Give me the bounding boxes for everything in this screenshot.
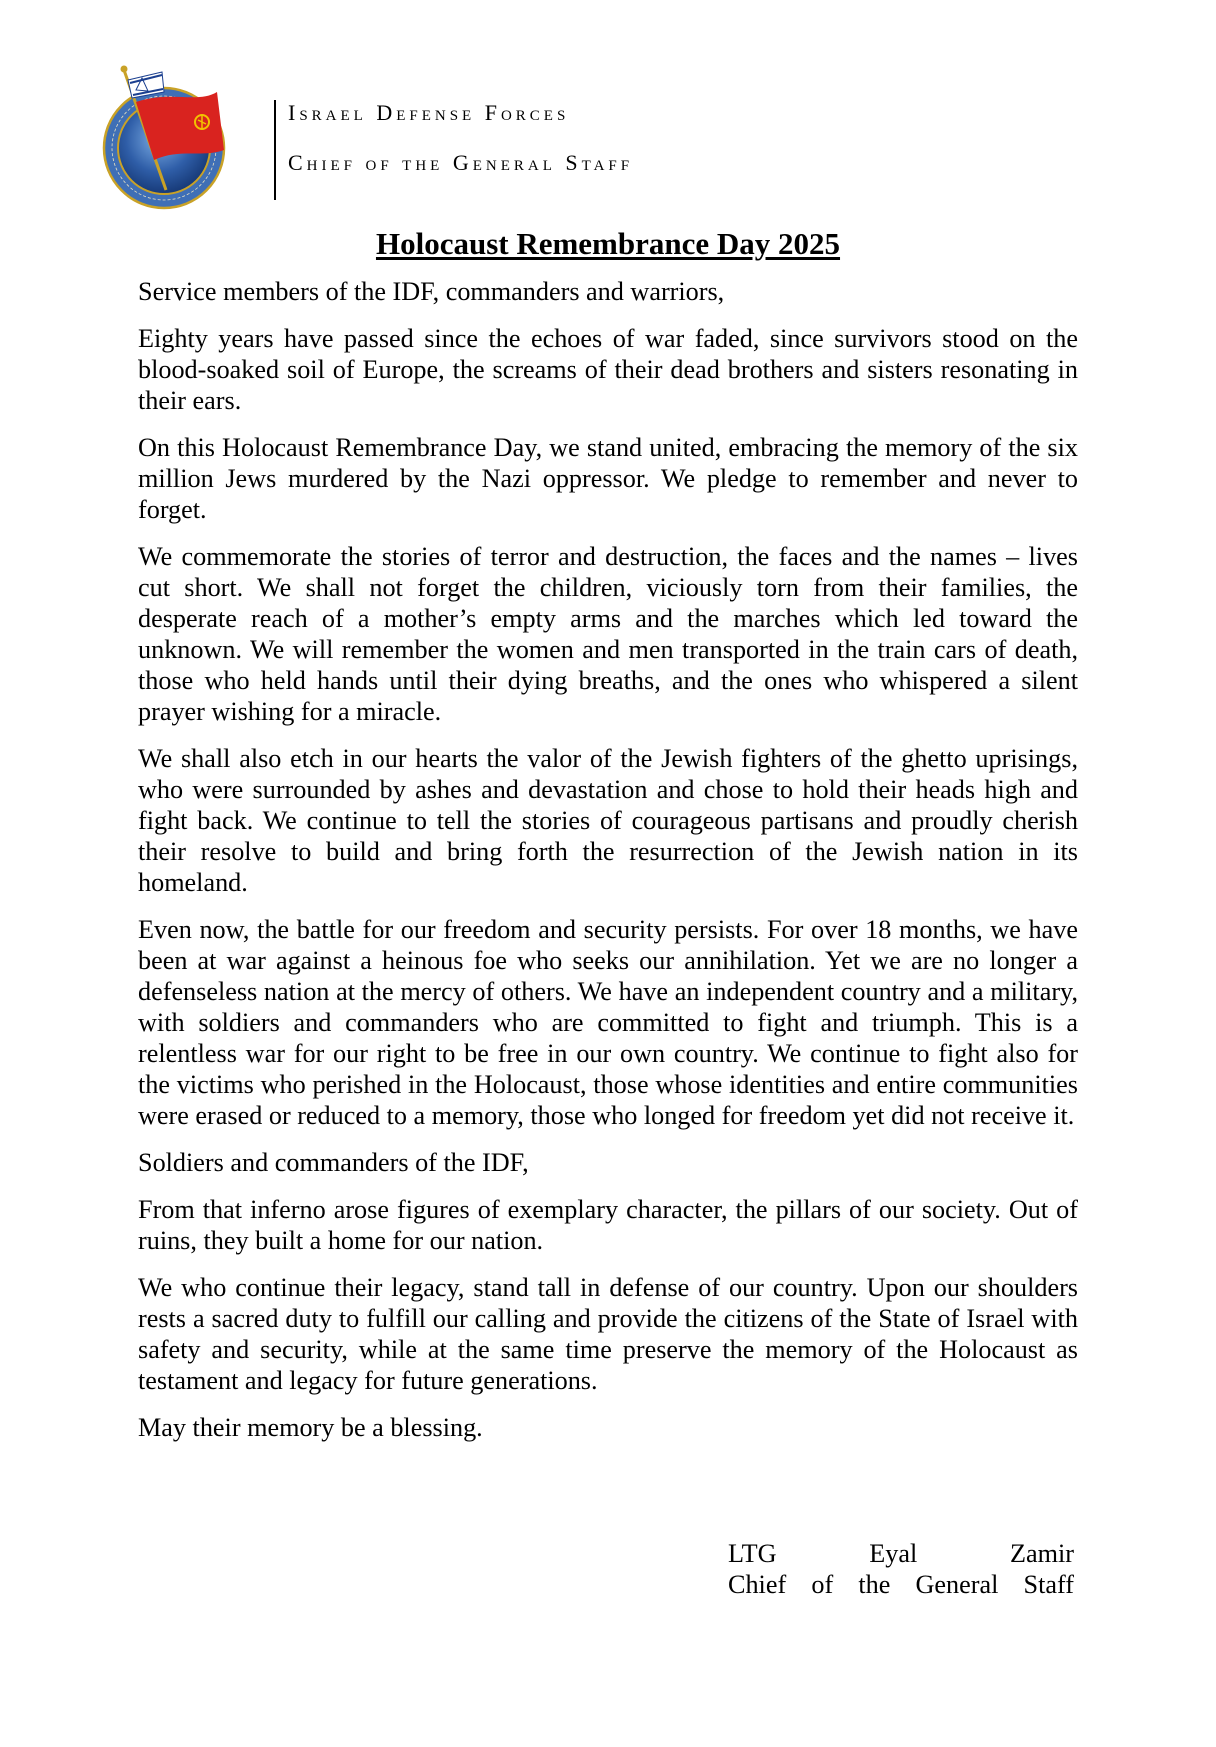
document-title: Holocaust Remembrance Day 2025 xyxy=(375,226,841,261)
signature-title-word: General xyxy=(915,1570,999,1599)
paragraph: Even now, the battle for our freedom and security persists. For over 18 months, we have been at war against a heinous foe who seeks our annihilation. Yet we are no longer a defenseless nation at the mercy of others. We have an independent country and a military, with soldiers and commanders who are committed to fight and triumph. This is a relentless war for our right to be free in our own country. We continue to fight also for the victims who perished in the Holocaust, those whose identities and entire communities were erased or reduced to a memory, those who longed for freedom yet did not receive it. xyxy=(138,915,1078,1130)
idf-emblem-icon xyxy=(102,62,260,222)
signature-block xyxy=(728,1538,1074,1600)
address-line: Soldiers and commanders of the IDF, xyxy=(138,1148,529,1177)
salutation: Service members of the IDF, commanders and warriors, xyxy=(138,277,725,306)
letterhead-divider xyxy=(274,100,276,200)
signature-title-word: of xyxy=(811,1570,834,1599)
letterhead xyxy=(102,62,822,222)
paragraph: We who continue their legacy, stand tall in defense of our country. Upon our shoulders rests a sacred duty to fulfill our calling and provide the citizens of the State of Israel with safety and security, while at the same time preserve the memory of the Holocaust as testament and legacy for future generations. xyxy=(138,1273,1078,1395)
signature-rank: LTG xyxy=(728,1539,777,1568)
org-name: Israel Defense Forces xyxy=(288,100,570,125)
signature-title-word: Chief xyxy=(728,1570,787,1599)
signature-title-row xyxy=(728,1569,1074,1600)
paragraph: We commemorate the stories of terror and destruction, the faces and the names – lives cut short. We shall not forget the children, viciously torn from their families, the desperate reach of a mother’s empty arms and the marches which led toward the unknown. We will remember the women and men transported in the train cars of death, those who held hands until their dying breaths, and the ones who whispered a silent prayer wishing for a miracle. xyxy=(138,542,1078,726)
paragraph: On this Holocaust Remembrance Day, we stand united, embracing the memory of the six million Jews murdered by the Nazi oppressor. We pledge to remember and never to forget. xyxy=(138,433,1078,524)
signature-first-name: Eyal xyxy=(869,1539,918,1568)
paragraph: From that inferno arose figures of exemplary character, the pillars of our society. Out of ruins, they built a home for our nation. xyxy=(138,1195,1078,1255)
org-title: Chief of the General Staff xyxy=(288,150,634,175)
signature-last-name: Zamir xyxy=(1010,1539,1074,1568)
paragraph: Eighty years have passed since the echoes of war faded, since survivors stood on the blood-soaked soil of Europe, the screams of their dead brothers and sisters resonating in their ears. xyxy=(138,324,1078,415)
signature-name-row xyxy=(728,1538,1074,1569)
closing-line: May their memory be a blessing. xyxy=(138,1413,483,1442)
paragraph: We shall also etch in our hearts the valor of the Jewish fighters of the ghetto uprisings, who were surrounded by ashes and devastation and chose to hold their heads high and fight back. We continue to tell the stories of courageous partisans and proudly cherish their resolve to build and bring forth the resurrection of the Jewish nation in its homeland. xyxy=(138,744,1078,897)
letter-body xyxy=(138,276,1078,1459)
signature-title-word: Staff xyxy=(1023,1570,1074,1599)
signature-title-word: the xyxy=(858,1570,891,1599)
